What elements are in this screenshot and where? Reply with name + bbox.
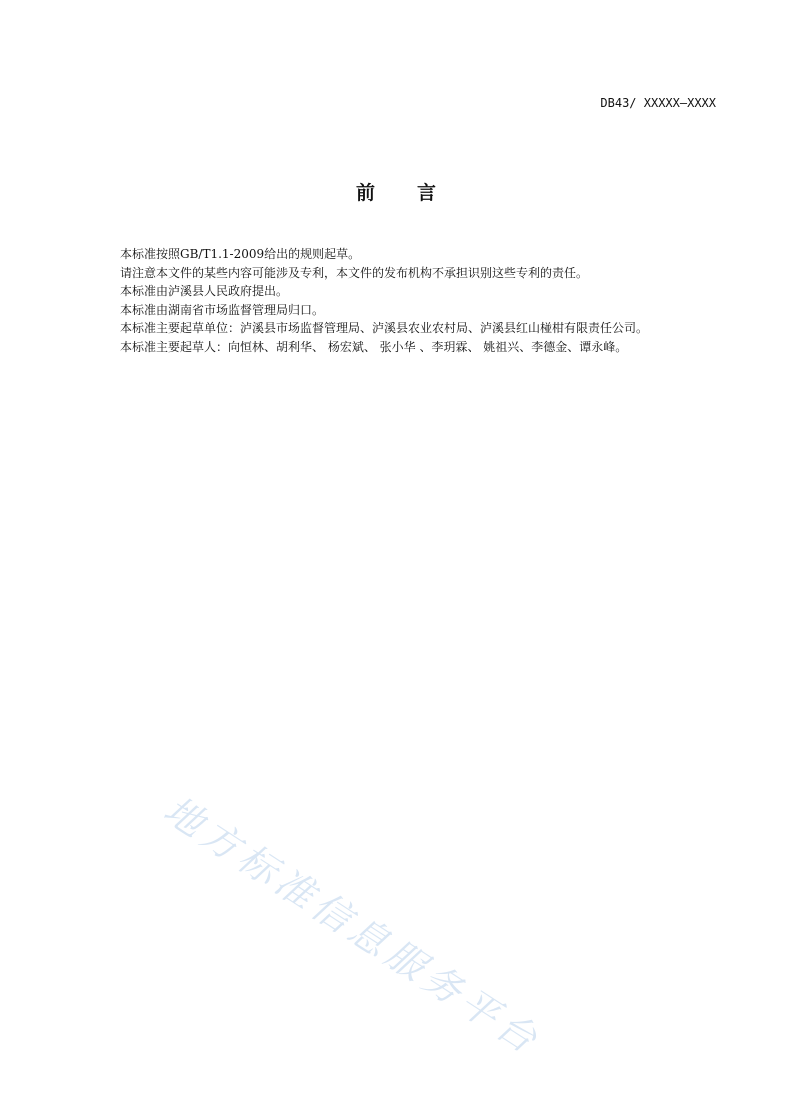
document-code: DB43/ XXXXX—XXXX: [600, 96, 716, 110]
paragraph-drafters: 本标准主要起草人：向恒林、胡利华、 杨宏斌、 张小华 、李玥霖、 姚祖兴、李德金、谭永峰。: [120, 339, 628, 354]
paragraph-proposer: 本标准由泸溪县人民政府提出。: [120, 284, 289, 298]
title-char-1: 前: [355, 182, 375, 204]
paragraph-drafting-units: 本标准主要起草单位：泸溪县市场监督管理局、泸溪县农业农村局、泸溪县红山椪柑有限责任公司。: [120, 321, 649, 335]
paragraph-administrator: 本标准由湖南省市场监督管理局归口。: [120, 302, 325, 317]
page-title: [0, 178, 792, 205]
watermark: 地方标准信息服务平台: [156, 787, 550, 1065]
title-char-2: 言: [417, 182, 437, 204]
paragraph-patent-notice: 请注意本文件的某些内容可能涉及专利，本文件的发布机构不承担识别这些专利的责任。: [120, 265, 589, 280]
paragraph-drafting-rules: 本标准按照GB/T1.1-2009给出的规则起草。: [120, 247, 361, 261]
foreword-body: [96, 245, 718, 356]
